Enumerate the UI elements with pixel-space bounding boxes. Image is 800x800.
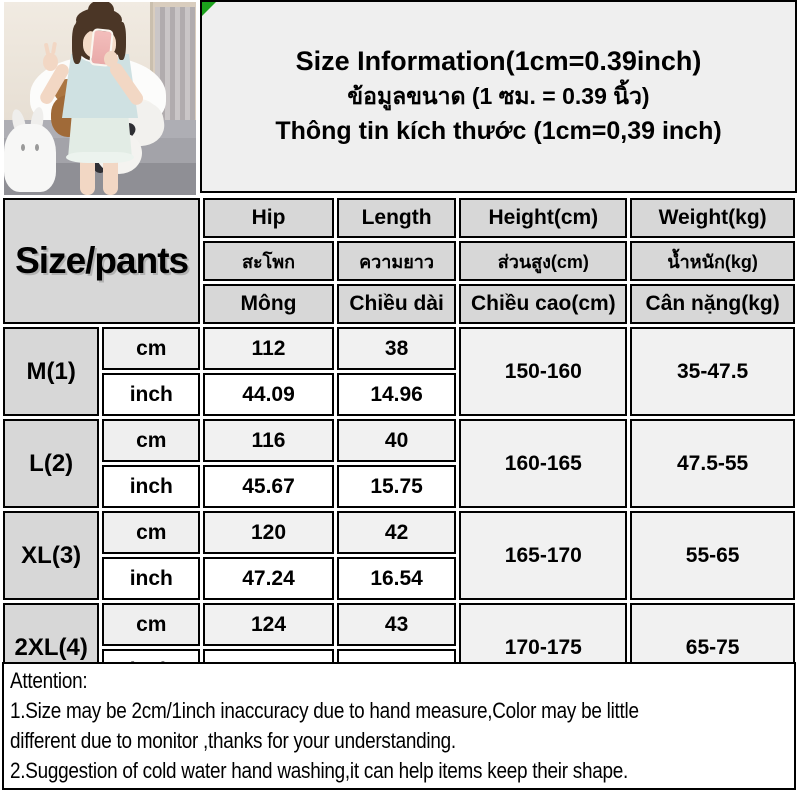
header-hip-th: สะโพก: [203, 241, 334, 281]
header-height-vi: Chiều cao(cm): [459, 284, 627, 324]
height-range-l: 160-165: [459, 419, 627, 508]
photo-finger: [51, 42, 57, 55]
header-weight-th: น้ำหนัก(kg): [630, 241, 795, 281]
unit-cm: cm: [102, 327, 200, 370]
length-inch-m: 14.96: [337, 373, 457, 416]
length-inch-xl: 16.54: [337, 557, 457, 600]
photo-peace-sign-hand: [43, 53, 58, 71]
length-cm-2xl: 43: [337, 603, 457, 646]
title-english: Size Information(1cm=0.39inch): [295, 46, 702, 76]
unit-cm: cm: [102, 511, 200, 554]
length-cm-m: 38: [337, 327, 457, 370]
photo-bunny-eye: [21, 144, 25, 151]
attention-box: [2, 662, 796, 790]
header-hip-en: Hip: [203, 198, 334, 238]
length-cm-l: 40: [337, 419, 457, 462]
header-row-english: [3, 198, 795, 238]
unit-inch: inch: [102, 465, 200, 508]
photo-phone-hand: [104, 51, 118, 67]
length-inch-l: 15.75: [337, 465, 457, 508]
header-length-vi: Chiều dài: [337, 284, 457, 324]
header-height-th: ส่วนสูง(cm): [459, 241, 627, 281]
weight-range-xl: 55-65: [630, 511, 795, 600]
attention-note-1b: different due to monitor ,thanks for your understanding.: [10, 728, 456, 753]
size-label-xl: XL(3): [3, 511, 99, 600]
hip-inch-m: 44.09: [203, 373, 334, 416]
hip-inch-l: 45.67: [203, 465, 334, 508]
hip-cm-l: 116: [203, 419, 334, 462]
weight-range-m: 35-47.5: [630, 327, 795, 416]
attention-note-1: 1.Size may be 2cm/1inch inaccuracy due to hand measure,Color may be little: [10, 698, 639, 723]
unit-cm: cm: [102, 603, 200, 646]
attention-heading: Attention:: [10, 668, 88, 693]
header-length-th: ความยาว: [337, 241, 457, 281]
unit-inch: inch: [102, 557, 200, 600]
size-row-m-cm: [3, 327, 795, 370]
header-height-en: Height(cm): [459, 198, 627, 238]
height-range-2xl: 170-175: [459, 603, 627, 692]
size-row-xl-cm: [3, 511, 795, 554]
unit-cm: cm: [102, 419, 200, 462]
unit-inch: inch: [102, 373, 200, 416]
product-photo: [4, 2, 196, 195]
photo-bunny-plush: [4, 124, 56, 192]
size-label-l: L(2): [3, 419, 99, 508]
size-label-2xl: 2XL(4): [3, 603, 99, 692]
size-row-2xl-cm: [3, 603, 795, 646]
weight-range-l: 47.5-55: [630, 419, 795, 508]
hip-inch-xl: 47.24: [203, 557, 334, 600]
corner-cell-size-pants: Size/pants: [3, 198, 200, 324]
height-range-xl: 165-170: [459, 511, 627, 600]
photo-bunny-eye: [35, 144, 39, 151]
header-hip-vi: Mông: [203, 284, 334, 324]
size-row-l-cm: [3, 419, 795, 462]
length-cm-xl: 42: [337, 511, 457, 554]
photo-shorts-ruffle: [66, 152, 134, 163]
photo-finger: [44, 43, 50, 56]
title-box: [200, 0, 797, 193]
title-vietnamese: Thông tin kích thước (1cm=0,39 inch): [275, 117, 722, 145]
hip-cm-m: 112: [203, 327, 334, 370]
header-length-en: Length: [337, 198, 457, 238]
size-label-m: M(1): [3, 327, 99, 416]
title-thai: ข้อมูลขนาด (1 ซม. = 0.39 นิ้ว): [347, 83, 650, 109]
attention-note-2: 2.Suggestion of cold water hand washing,it can help items keep their shape.: [10, 758, 629, 783]
header-weight-en: Weight(kg): [630, 198, 795, 238]
hip-cm-2xl: 124: [203, 603, 334, 646]
green-corner-accent-icon: [202, 2, 216, 16]
size-table: [0, 195, 798, 695]
hip-cm-xl: 120: [203, 511, 334, 554]
weight-range-2xl: 65-75: [630, 603, 795, 692]
height-range-m: 150-160: [459, 327, 627, 416]
header-weight-vi: Cân nặng(kg): [630, 284, 795, 324]
